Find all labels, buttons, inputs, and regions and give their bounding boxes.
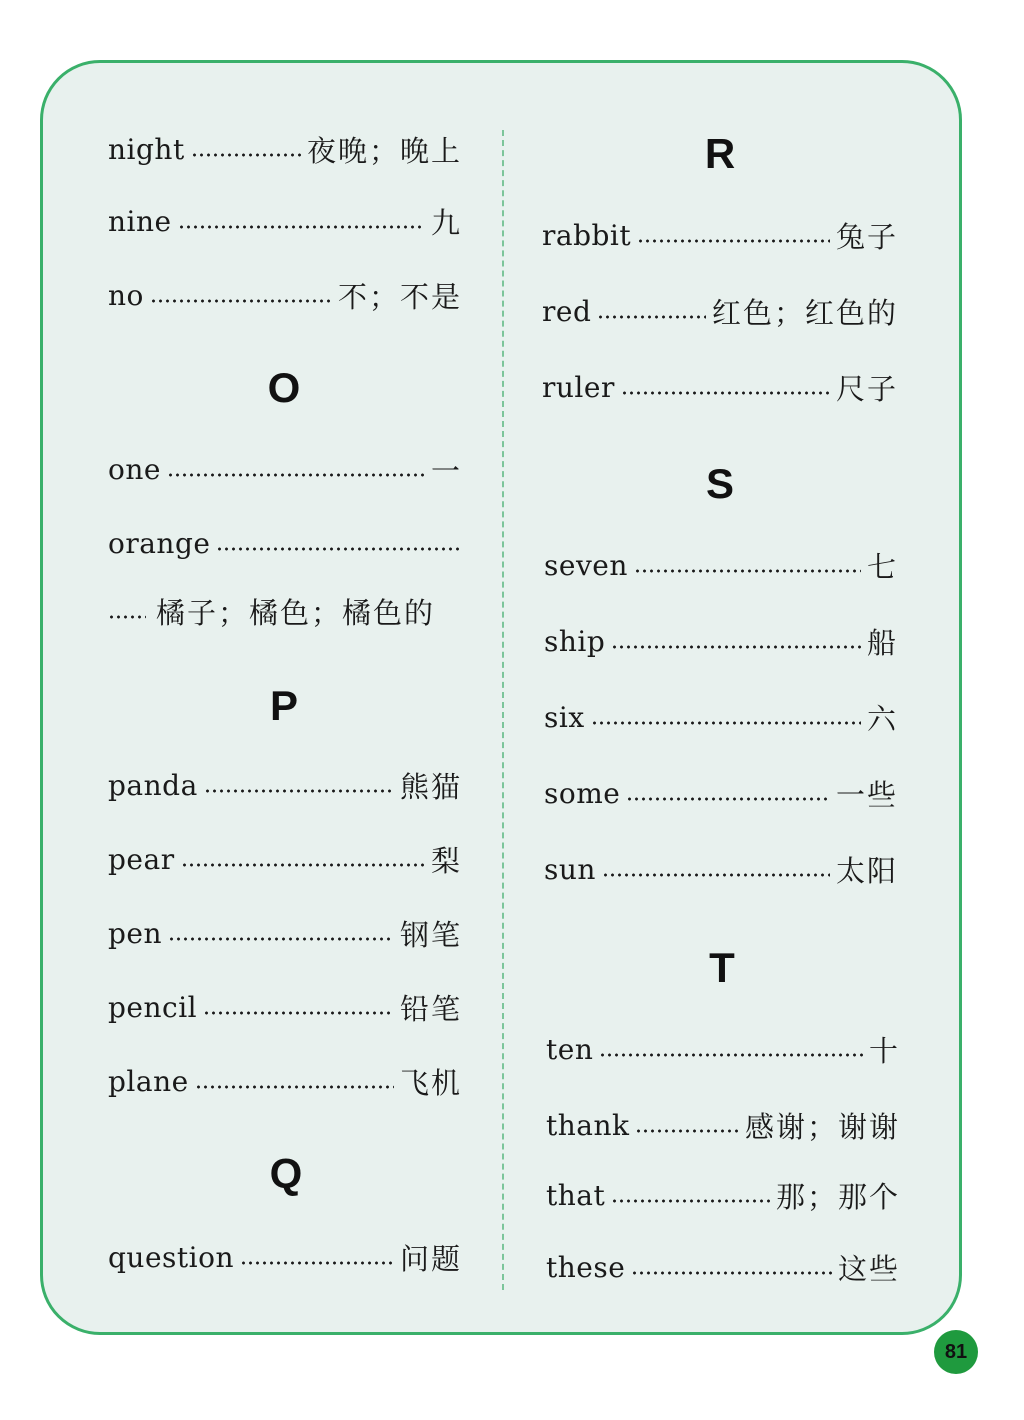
entry-word: panda [108,768,198,802]
leader-dots [597,313,706,321]
entry-meaning: 夜晚；晚上 [306,133,462,168]
section-letter-p: P [269,682,298,729]
entry-meaning: 十 [868,1033,900,1068]
leader-dots [108,613,146,621]
entry-meaning: 飞机 [399,1065,462,1100]
glossary-entry-no [108,272,462,318]
entry-word: pen [108,916,163,950]
entry-word: that [546,1178,606,1212]
glossary-entry-that [546,1172,900,1218]
entry-meaning: 那；那个 [775,1179,900,1214]
glossary-entry-question [108,1234,462,1280]
entry-word: one [108,452,161,486]
glossary-entry-one [108,446,462,492]
entry-word: six [544,700,585,734]
entry-word: red [542,294,592,328]
leader-dots [181,861,425,869]
entry-word: ship [544,624,606,658]
leader-dots [631,1269,832,1277]
glossary-entry-panda [108,762,462,808]
entry-word: ruler [542,370,615,404]
entry-word: these [546,1250,626,1284]
entry-word: seven [544,548,628,582]
entry-word: thank [546,1108,630,1142]
entry-meaning: 红色；红色的 [711,295,898,330]
leader-dots [635,1127,739,1135]
entry-word: question [108,1240,234,1274]
entry-meaning: 不；不是 [337,279,462,314]
entry-word: sun [544,852,596,886]
leader-dots [204,787,394,795]
leader-dots [167,471,425,479]
entry-meaning: 六 [866,701,898,736]
entry-meaning: 船 [866,625,898,660]
entry-word: night [108,132,185,166]
entry-word: some [544,776,621,810]
entry-meaning: 铅笔 [399,991,462,1026]
entry-word: nine [108,204,172,238]
glossary-entry-six [544,694,898,740]
glossary-entry-ten [546,1026,900,1072]
entry-meaning: 橘子；橘色；橘色的 [156,595,436,630]
leader-dots [191,151,301,159]
entry-meaning: 九 [430,205,462,240]
leader-dots [203,1009,394,1017]
glossary-entry-ruler [542,364,898,410]
section-letter-o: O [267,364,301,411]
entry-word: pencil [108,990,198,1024]
leader-dots [599,1051,863,1059]
entry-meaning: 梨 [430,843,462,878]
glossary-entry-night [108,126,462,172]
leader-dots [611,1197,770,1205]
entry-meaning: 一 [430,453,462,488]
section-letter-r: R [704,130,736,177]
entry-meaning: 这些 [837,1251,900,1286]
glossary-entry-seven [544,542,898,588]
entry-word: pear [108,842,175,876]
leader-dots [195,1083,394,1091]
section-letter-t: T [709,944,735,991]
leader-dots [626,795,830,803]
leader-dots [150,297,332,305]
glossary-entry-orange-meaning [108,588,462,634]
leader-dots [611,643,861,651]
leader-dots [178,223,425,231]
entry-meaning: 钢笔 [399,917,462,952]
section-letter-q: Q [269,1150,303,1197]
leader-dots [240,1259,394,1267]
entry-meaning: 问题 [399,1241,462,1276]
glossary-entry-these [546,1244,900,1290]
leader-dots [168,935,394,943]
leader-dots [637,237,830,245]
entry-word: ten [546,1032,594,1066]
column-divider [502,130,504,1290]
leader-dots [216,545,462,553]
entry-meaning: 太阳 [835,853,898,888]
glossary-entry-pear [108,836,462,882]
glossary-entry-pencil [108,984,462,1030]
section-letter-s: S [705,460,734,507]
leader-dots [634,567,861,575]
glossary-entry-nine [108,198,462,244]
leader-dots [621,389,830,397]
glossary-entry-pen [108,910,462,956]
leader-dots [591,719,861,727]
entry-word: no [108,278,144,312]
leader-dots [602,871,830,879]
glossary-entry-plane [108,1058,462,1104]
glossary-entry-red [542,288,898,334]
glossary-entry-orange [108,520,462,566]
entry-meaning: 七 [866,549,898,584]
glossary-entry-some [544,770,898,816]
entry-meaning: 熊猫 [399,769,462,804]
glossary-entry-sun [544,846,898,892]
glossary-entry-thank [546,1102,900,1148]
entry-meaning: 兔子 [835,219,898,254]
glossary-entry-rabbit [542,212,898,258]
entry-word: plane [108,1064,189,1098]
entry-word: rabbit [542,218,632,252]
entry-word: orange [108,526,211,560]
entry-meaning: 尺子 [835,371,898,406]
page-number-badge: 81 [934,1330,978,1374]
entry-meaning: 感谢；谢谢 [744,1109,900,1144]
entry-meaning: 一些 [835,777,898,812]
glossary-entry-ship [544,618,898,664]
